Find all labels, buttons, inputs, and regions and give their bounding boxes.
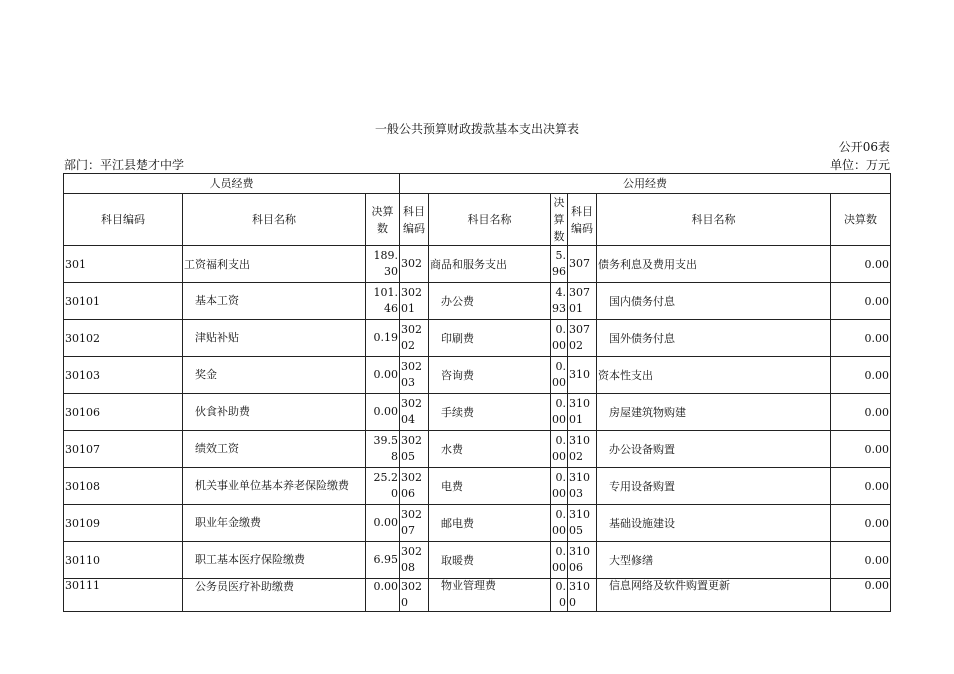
amount-cell: 39.58 bbox=[366, 431, 400, 468]
name-cell: 国内债务付息 bbox=[597, 283, 831, 320]
code-cell: 30103 bbox=[64, 357, 183, 394]
name-cell: 商品和服务支出 bbox=[429, 246, 551, 283]
code-cell: 30202 bbox=[400, 320, 429, 357]
name-cell: 职工基本医疗保险缴费 bbox=[183, 542, 366, 579]
group-header-row bbox=[64, 174, 891, 194]
amount-cell: 0.00 bbox=[366, 505, 400, 542]
name-cell: 工资福利支出 bbox=[183, 246, 366, 283]
amount-cell: 0.00 bbox=[831, 283, 891, 320]
table-row bbox=[64, 357, 891, 394]
code-cell: 31006 bbox=[568, 542, 597, 579]
amount-cell: 0.00 bbox=[831, 468, 891, 505]
amount-cell: 5.96 bbox=[551, 246, 568, 283]
amount-cell: 0.00 bbox=[366, 394, 400, 431]
group-personnel: 人员经费 bbox=[64, 174, 400, 194]
amount-cell: 0.00 bbox=[551, 505, 568, 542]
code-cell: 3100 bbox=[568, 579, 597, 612]
header-code: 科目编码 bbox=[64, 194, 183, 246]
page-title: 一般公共预算财政拨款基本支出决算表 bbox=[374, 122, 579, 136]
name-cell: 机关事业单位基本养老保险缴费 bbox=[183, 468, 366, 505]
name-cell: 专用设备购置 bbox=[597, 468, 831, 505]
column-header-row bbox=[64, 194, 891, 246]
amount-cell: 0.00 bbox=[831, 431, 891, 468]
code-cell: 30109 bbox=[64, 505, 183, 542]
department-label: 部门：平江县楚才中学 bbox=[64, 158, 185, 172]
table-row bbox=[64, 394, 891, 431]
table-row bbox=[64, 579, 891, 612]
table-row bbox=[64, 246, 891, 283]
name-cell: 绩效工资 bbox=[183, 431, 366, 468]
name-cell: 大型修缮 bbox=[597, 542, 831, 579]
name-cell: 物业管理费 bbox=[429, 579, 551, 612]
header-name: 科目名称 bbox=[183, 194, 366, 246]
code-cell: 310 bbox=[568, 357, 597, 394]
amount-cell: 0.00 bbox=[831, 357, 891, 394]
name-cell: 水费 bbox=[429, 431, 551, 468]
code-cell: 30102 bbox=[64, 320, 183, 357]
code-cell: 30108 bbox=[64, 468, 183, 505]
name-cell: 取暖费 bbox=[429, 542, 551, 579]
table-row bbox=[64, 431, 891, 468]
amount-cell: 0.0 bbox=[551, 579, 568, 612]
code-cell: 3020 bbox=[400, 579, 429, 612]
name-cell: 职业年金缴费 bbox=[183, 505, 366, 542]
form-number: 公开06表 bbox=[838, 140, 890, 154]
code-cell: 31005 bbox=[568, 505, 597, 542]
header-amount: 决算数 bbox=[831, 194, 891, 246]
amount-cell: 0.00 bbox=[831, 320, 891, 357]
group-public: 公用经费 bbox=[400, 174, 891, 194]
amount-cell: 0.00 bbox=[551, 320, 568, 357]
code-cell: 30702 bbox=[568, 320, 597, 357]
table-row bbox=[64, 320, 891, 357]
name-cell: 资本性支出 bbox=[597, 357, 831, 394]
amount-cell: 0.00 bbox=[551, 394, 568, 431]
amount-cell: 0.00 bbox=[831, 246, 891, 283]
name-cell: 国外债务付息 bbox=[597, 320, 831, 357]
code-cell: 30110 bbox=[64, 542, 183, 579]
amount-cell: 0.00 bbox=[366, 357, 400, 394]
name-cell: 办公设备购置 bbox=[597, 431, 831, 468]
amount-cell: 0.19 bbox=[366, 320, 400, 357]
name-cell: 伙食补助费 bbox=[183, 394, 366, 431]
amount-cell: 189.30 bbox=[366, 246, 400, 283]
code-cell: 30106 bbox=[64, 394, 183, 431]
unit-label: 单位：万元 bbox=[829, 158, 890, 172]
amount-cell: 0.00 bbox=[551, 468, 568, 505]
header-amount: 决算数 bbox=[366, 194, 400, 246]
expenditure-table bbox=[63, 173, 891, 612]
amount-cell: 6.95 bbox=[366, 542, 400, 579]
name-cell: 奖金 bbox=[183, 357, 366, 394]
code-cell: 301 bbox=[64, 246, 183, 283]
name-cell: 房屋建筑物购建 bbox=[597, 394, 831, 431]
table-row bbox=[64, 283, 891, 320]
amount-cell: 0.00 bbox=[551, 431, 568, 468]
name-cell: 电费 bbox=[429, 468, 551, 505]
name-cell: 办公费 bbox=[429, 283, 551, 320]
code-cell: 307 bbox=[568, 246, 597, 283]
name-cell: 咨询费 bbox=[429, 357, 551, 394]
amount-cell: 0.00 bbox=[831, 394, 891, 431]
name-cell: 公务员医疗补助缴费 bbox=[183, 579, 366, 612]
code-cell: 30204 bbox=[400, 394, 429, 431]
code-cell: 30203 bbox=[400, 357, 429, 394]
table-row bbox=[64, 505, 891, 542]
amount-cell: 0.00 bbox=[831, 505, 891, 542]
code-cell: 30207 bbox=[400, 505, 429, 542]
table-row bbox=[64, 468, 891, 505]
code-cell: 30101 bbox=[64, 283, 183, 320]
code-cell: 31003 bbox=[568, 468, 597, 505]
code-cell: 30701 bbox=[568, 283, 597, 320]
amount-cell: 101.46 bbox=[366, 283, 400, 320]
amount-cell: 0.00 bbox=[831, 542, 891, 579]
header-name: 科目名称 bbox=[429, 194, 551, 246]
code-cell: 30208 bbox=[400, 542, 429, 579]
name-cell: 基本工资 bbox=[183, 283, 366, 320]
code-cell: 30111 bbox=[64, 579, 183, 612]
name-cell: 信息网络及软件购置更新 bbox=[597, 579, 831, 612]
amount-cell: 0.00 bbox=[551, 357, 568, 394]
name-cell: 基础设施建设 bbox=[597, 505, 831, 542]
name-cell: 邮电费 bbox=[429, 505, 551, 542]
header-code: 科目编码 bbox=[400, 194, 429, 246]
name-cell: 津贴补贴 bbox=[183, 320, 366, 357]
amount-cell: 25.20 bbox=[366, 468, 400, 505]
amount-cell: 4.93 bbox=[551, 283, 568, 320]
code-cell: 30205 bbox=[400, 431, 429, 468]
code-cell: 31002 bbox=[568, 431, 597, 468]
name-cell: 债务利息及费用支出 bbox=[597, 246, 831, 283]
name-cell: 手续费 bbox=[429, 394, 551, 431]
table-row bbox=[64, 542, 891, 579]
code-cell: 30107 bbox=[64, 431, 183, 468]
code-cell: 31001 bbox=[568, 394, 597, 431]
amount-cell: 0.00 bbox=[366, 579, 400, 612]
code-cell: 302 bbox=[400, 246, 429, 283]
header-name: 科目名称 bbox=[597, 194, 831, 246]
header-amount: 决算数 bbox=[551, 194, 568, 246]
code-cell: 30206 bbox=[400, 468, 429, 505]
code-cell: 30201 bbox=[400, 283, 429, 320]
header-code: 科目编码 bbox=[568, 194, 597, 246]
name-cell: 印刷费 bbox=[429, 320, 551, 357]
amount-cell: 0.00 bbox=[831, 579, 891, 612]
amount-cell: 0.00 bbox=[551, 542, 568, 579]
